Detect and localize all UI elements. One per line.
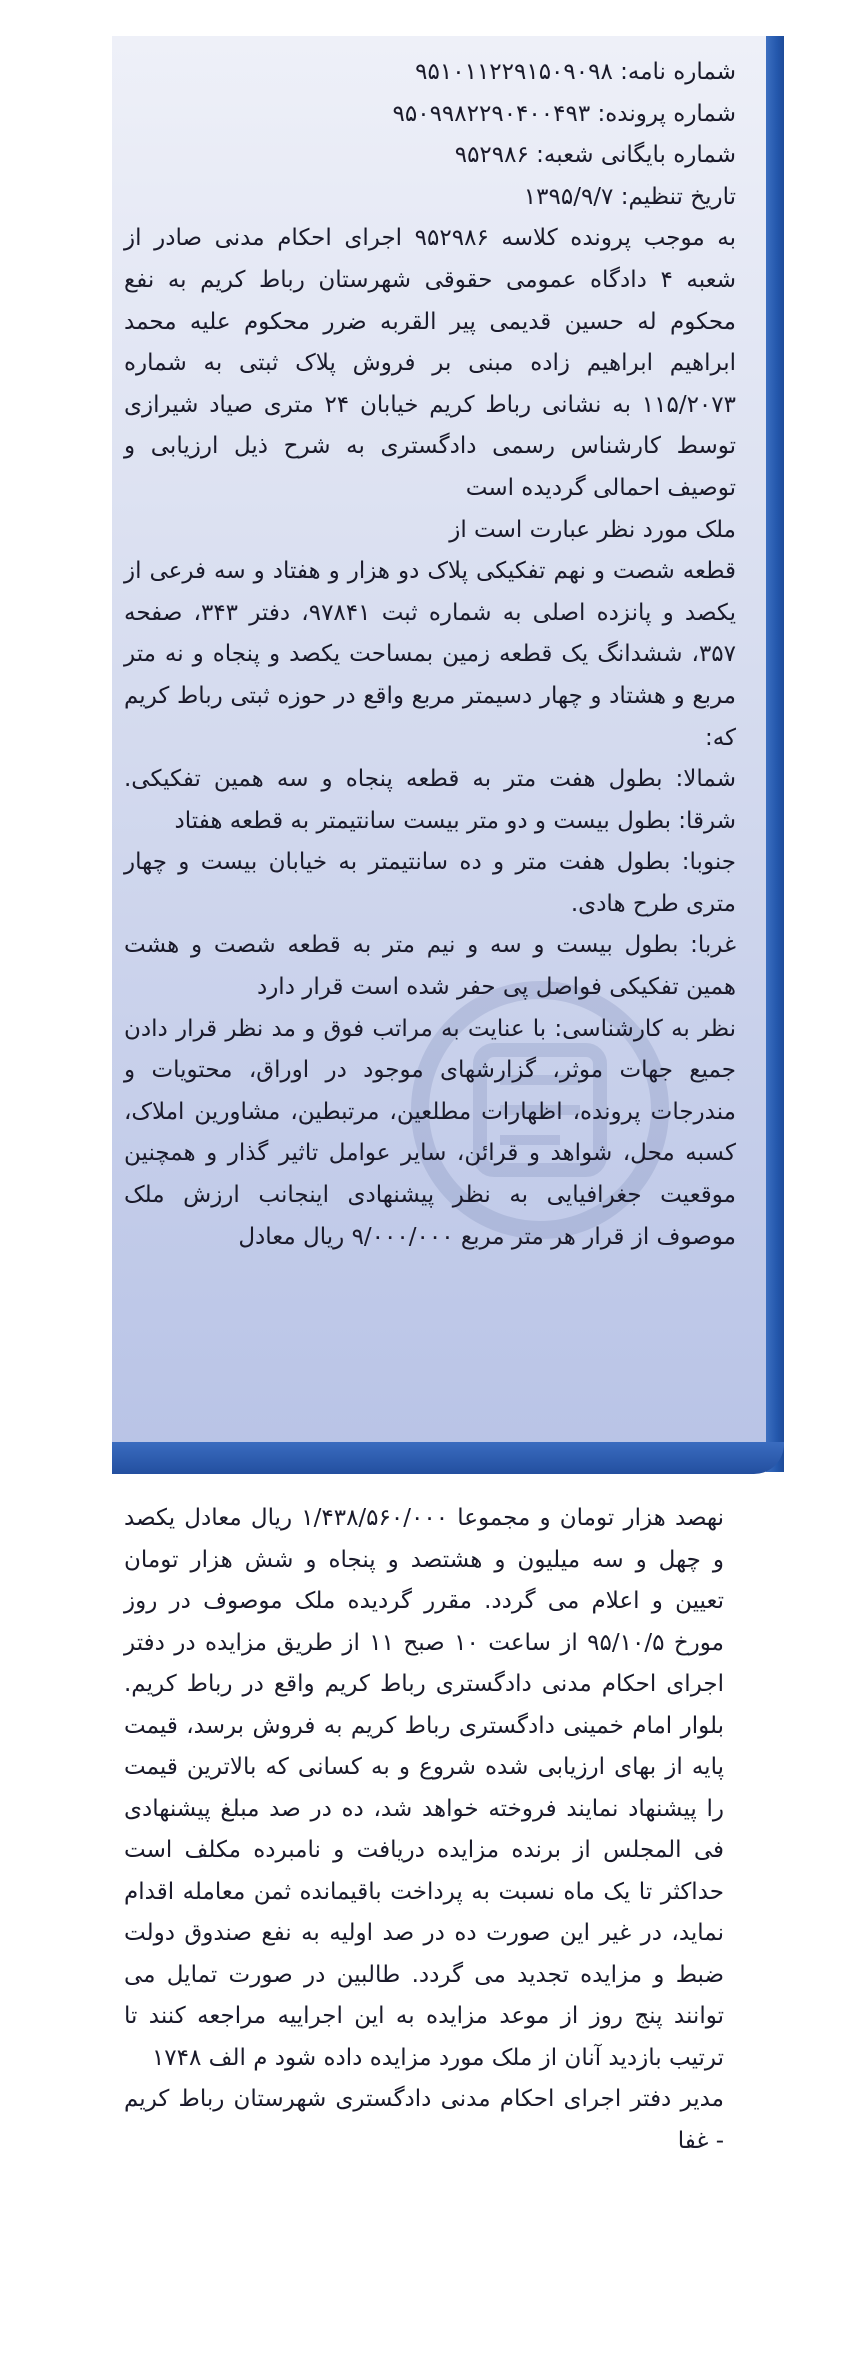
boundary-south: جنوبا: بطول هفت متر و ده سانتیمتر به خیابان بیست و چهار متری طرح هادی. [124, 849, 736, 917]
boundary-north-east: شمالا: بطول هفت متر به قطعه پنجاه و سه همین تفکیکی. شرقا: بطول بیست و دو متر بیست سانتیمتر به قطعه هفتاد [124, 766, 736, 834]
auction-paragraph: نهصد هزار تومان و مجموعا ۱/۴۳۸/۵۶۰/۰۰۰ ریال معادل یکصد و چهل و سه میلیون و هشتصد و پنجاه و شش هزار تومان تعیین و اعلام می گردد. مقرر گردیده ملک موصوف در روز مورخ ۹۵/۱۰/۵ از ساعت ۱۰ صبح ۱۱ از طریق مزایده در دفتر اجرای احکام مدنی دادگستری رباط کریم واقع در رباط کریم. بلوار امام خمینی دادگستری رباط کریم به فروش برسد، قیمت پایه از بهای ارزیابی شده شروع و به کسانی که بالاترین قیمت را پیشنهاد نمایند فروخته خواهد شد، ده در صد مبلغ پیشنهادی فی المجلس از برنده مزایده دریافت و نامبرده مکلف است حداکثر تا یک ماه نسبت به پرداخت باقیمانده ثمن معامله اقدام نماید، در غیر این صورت ده در صد اولیه به نفع صندوق دولت ضبط و مزایده تجدید می گردد. طالبین در صورت تمایل می توانند پنج روز از موعد مزایده به این اجراییه مراجعه کنند تا ترتیب بازدید آنان از ملک مورد مزایده داده شود م الف ۱۷۴۸ [124, 1505, 724, 2071]
panel-border-right [766, 36, 784, 1472]
boundary-west: غربا: بطول بیست و سه و نیم متر به قطعه شصت و هشت همین تفکیکی فواصل پی حفر شده است قرار دارد [124, 932, 736, 1001]
property-heading: ملک مورد نظر عبارت است از [449, 516, 736, 543]
property-description: قطعه شصت و نهم تفکیکی پلاک دو هزار و هفتاد و سه فرعی از یکصد و پانزده اصلی به شماره ثبت ۹۷۸۴۱، دفتر ۳۴۳، صفحه ۳۵۷، ششدانگ یک قطعه زمین بمساحت یکصد و پنجاه و نه متر مربع و هشتاد و چهار دسیمتر مربع واقع در حوزه ثبتی رباط کریم که: [124, 558, 736, 751]
signature-line: مدیر دفتر اجرای احکام مدنی دادگستری شهرستان رباط کریم - غفا [124, 2086, 724, 2154]
letter-number: شماره نامه: ۹۵۱۰۱۱۲۲۹۱۵۰۹۰۹۸ [415, 59, 736, 85]
archive-number: شماره بایگانی شعبه: ۹۵۲۹۸۶ [454, 142, 736, 169]
case-number: شماره پرونده: ۹۵۰۹۹۸۲۲۹۰۴۰۰۴۹۳ [392, 100, 736, 127]
issue-date: تاریخ تنظیم: ۱۳۹۵/۹/۷ [523, 183, 736, 210]
intro-paragraph: به موجب پرونده کلاسه ۹۵۲۹۸۶ اجرای احکام مدنی صادر از شعبه ۴ دادگاه عمومی حقوقی شهرستان رباط کریم به نفع محکوم له حسین قدیمی پیر القربه ضرر محکوم علیه محمد ابراهیم ابراهیم زاده مبنی بر فروش پلاک ثبتی به شماره ۱۱۵/۲۰۷۳ به نشانی رباط کریم خیابان ۲۴ متری صیاد شیرازی توسط کارشناس رسمی دادگستری به شرح ذیل ارزیابی و توصیف احمالی گردیده است [124, 225, 737, 501]
panel-border-bottom [112, 1442, 784, 1474]
expert-opinion: نظر به کارشناسی: با عنایت به مراتب فوق و مد نظر قرار دادن جمیع جهات موثر، گزارشهای موجود در اوراق، محتویات و مندرجات پرونده، اظهارات مطلعین، مرتبطین، مشاورین املاک، کسبه محل، شواهد و قرائن، سایر عوامل تاثیر گذار و همچنین موقعیت جغرافیایی به نظر پیشنهادی اینجانب ارزش ملک موصوف از قرار هر متر مربع ۹/۰۰۰/۰۰۰ ریال معادل [124, 1015, 736, 1250]
auction-details [124, 1498, 724, 2162]
notice-panel-text [124, 52, 736, 1258]
